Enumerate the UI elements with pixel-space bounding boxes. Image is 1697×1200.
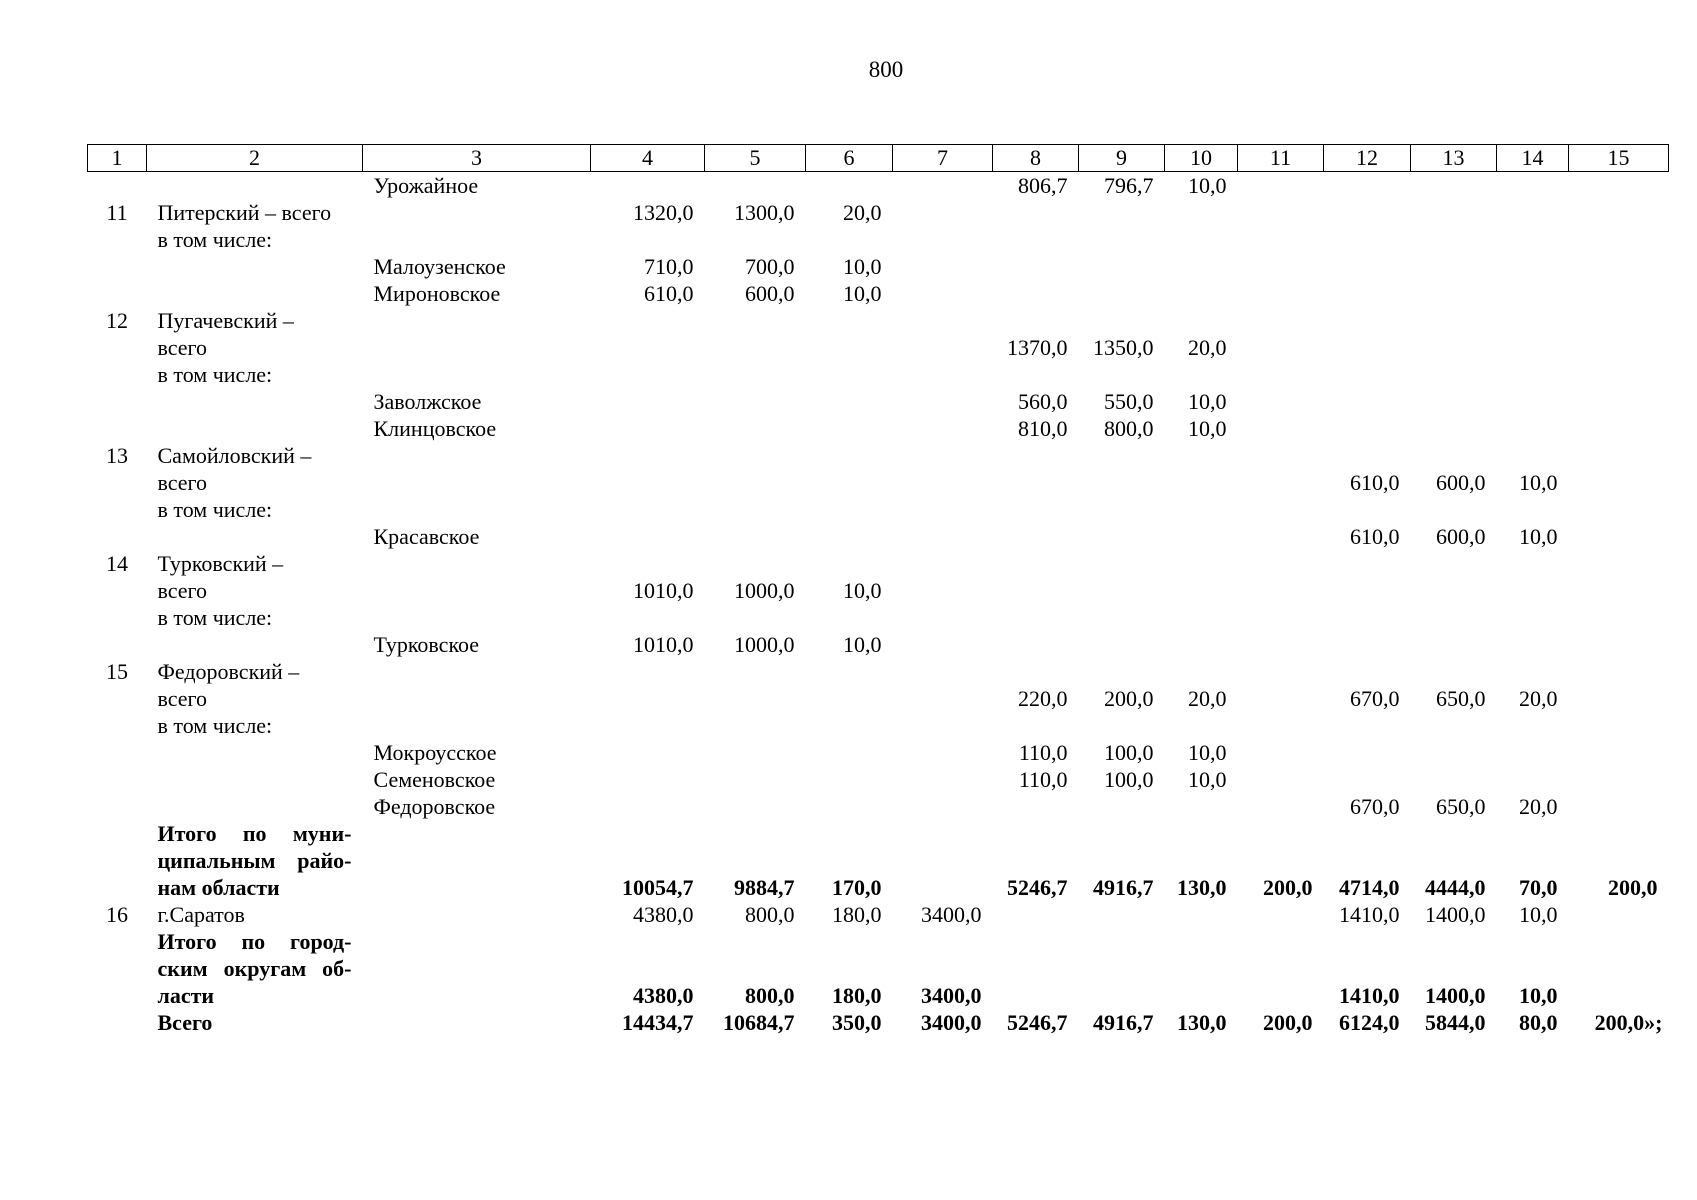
table-row bbox=[88, 631, 1669, 658]
cell-value: 550,0 bbox=[1104, 389, 1154, 414]
cell-value: 10,0 bbox=[1188, 767, 1227, 792]
cell-value: 1370,0 bbox=[1007, 335, 1068, 360]
total-row bbox=[88, 1009, 1669, 1036]
settlement-name: Мокроусское bbox=[373, 740, 497, 765]
col-header: 5 bbox=[705, 145, 806, 172]
cell-value: 200,0 bbox=[1608, 875, 1658, 900]
col-header: 15 bbox=[1569, 145, 1669, 172]
cell-value: 560,0 bbox=[1018, 389, 1068, 414]
cell-value: 10,0 bbox=[843, 281, 882, 306]
cell-value: 5246,7 bbox=[1007, 875, 1068, 900]
cell-value: 3400,0 bbox=[921, 902, 982, 927]
cell-value: 200,0 bbox=[1263, 1010, 1313, 1035]
row-number: 16 bbox=[106, 902, 128, 927]
cell-value: 800,0 bbox=[745, 983, 795, 1008]
allocation-table bbox=[87, 144, 1669, 1036]
cell-value: 796,7 bbox=[1104, 173, 1154, 198]
cell-value: 1410,0 bbox=[1339, 983, 1400, 1008]
col-header: 12 bbox=[1324, 145, 1411, 172]
settlement-name: Турковское bbox=[373, 632, 480, 657]
settlement-name: Клинцовское bbox=[373, 416, 497, 441]
table-row bbox=[88, 172, 1669, 200]
cell-value: 10,0 bbox=[1519, 902, 1558, 927]
cell-value: 10,0 bbox=[1519, 983, 1558, 1008]
cell-value: 10,0 bbox=[1188, 740, 1227, 765]
col-header: 13 bbox=[1411, 145, 1497, 172]
subtotal-row bbox=[88, 820, 1669, 901]
cell-value: 710,0 bbox=[644, 254, 694, 279]
cell-value: 20,0 bbox=[843, 200, 882, 225]
cell-value: 10054,7 bbox=[622, 875, 694, 900]
col-header: 4 bbox=[591, 145, 705, 172]
cell-value: 806,7 bbox=[1018, 173, 1068, 198]
cell-value: 610,0 bbox=[1350, 524, 1400, 549]
cell-value: 80,0 bbox=[1519, 1010, 1558, 1035]
row-number: 15 bbox=[106, 659, 128, 684]
table-row bbox=[88, 523, 1669, 550]
cell-value: 1410,0 bbox=[1339, 902, 1400, 927]
cell-value: 810,0 bbox=[1018, 416, 1068, 441]
district-name: Пугачевский – всего в том числе: bbox=[157, 308, 294, 387]
page-number: 800 bbox=[868, 57, 904, 82]
settlement-name: Заволжское bbox=[373, 389, 482, 414]
cell-value: 10,0 bbox=[843, 254, 882, 279]
cell-value: 10,0 bbox=[1519, 524, 1558, 549]
cell-value: 20,0 bbox=[1188, 686, 1227, 711]
table-row bbox=[88, 766, 1669, 793]
cell-value: 10,0 bbox=[1188, 173, 1227, 198]
cell-value: 670,0 bbox=[1350, 686, 1400, 711]
cell-value: 5844,0 bbox=[1425, 1010, 1486, 1035]
row-number: 12 bbox=[106, 308, 128, 333]
district-name: Питерский – всего в том числе: bbox=[157, 200, 332, 252]
cell-value: 200,0 bbox=[1104, 686, 1154, 711]
cell-value: 610,0 bbox=[644, 281, 694, 306]
settlement-name: Мироновское bbox=[373, 281, 501, 306]
table-row bbox=[88, 550, 1669, 631]
cell-value: 610,0 bbox=[1350, 470, 1400, 495]
cell-value: 20,0 bbox=[1519, 794, 1558, 819]
cell-value: 180,0 bbox=[832, 983, 882, 1008]
cell-value: 100,0 bbox=[1104, 767, 1154, 792]
cell-value: 170,0 bbox=[832, 875, 882, 900]
cell-value: 600,0 bbox=[1436, 470, 1486, 495]
cell-value: 130,0 bbox=[1177, 1010, 1227, 1035]
settlement-name: Малоузенское bbox=[373, 254, 506, 279]
cell-value: 1000,0 bbox=[734, 632, 795, 657]
cell-value: 600,0 bbox=[1436, 524, 1486, 549]
table-row bbox=[88, 199, 1669, 253]
col-header: 8 bbox=[993, 145, 1079, 172]
cell-value: 9884,7 bbox=[734, 875, 795, 900]
col-header: 14 bbox=[1497, 145, 1569, 172]
cell-value: 10684,7 bbox=[723, 1010, 795, 1035]
cell-value: 4714,0 bbox=[1339, 875, 1400, 900]
cell-value: 5246,7 bbox=[1007, 1010, 1068, 1035]
subtotal-label: Итого по город- ским округам об- ласти bbox=[157, 929, 352, 1008]
cell-value: 20,0 bbox=[1519, 686, 1558, 711]
cell-value: 4916,7 bbox=[1093, 1010, 1154, 1035]
cell-value: 110,0 bbox=[1018, 740, 1068, 765]
table-row bbox=[88, 415, 1669, 442]
col-header: 9 bbox=[1079, 145, 1165, 172]
header-row bbox=[88, 145, 1669, 172]
district-name: Федоровский – всего в том числе: bbox=[157, 659, 300, 738]
district-name: г.Саратов bbox=[157, 902, 245, 927]
cell-value: 180,0 bbox=[832, 902, 882, 927]
cell-value: 10,0 bbox=[1519, 470, 1558, 495]
col-header: 10 bbox=[1165, 145, 1238, 172]
settlement-name: Семеновское bbox=[373, 767, 496, 792]
cell-value: 130,0 bbox=[1177, 875, 1227, 900]
total-label: Всего bbox=[157, 1010, 213, 1035]
cell-value: 4380,0 bbox=[633, 902, 694, 927]
cell-value: 3400,0 bbox=[921, 983, 982, 1008]
cell-value: 670,0 bbox=[1350, 794, 1400, 819]
cell-value: 100,0 bbox=[1104, 740, 1154, 765]
settlement-name: Федоровское bbox=[373, 794, 496, 819]
cell-value: 800,0 bbox=[1104, 416, 1154, 441]
district-name: Самойловский – всего в том числе: bbox=[157, 443, 312, 522]
cell-value: 6124,0 bbox=[1339, 1010, 1400, 1035]
col-header: 11 bbox=[1238, 145, 1324, 172]
settlement-name: Урожайное bbox=[373, 173, 479, 198]
cell-value: 650,0 bbox=[1436, 686, 1486, 711]
cell-value: 1400,0 bbox=[1425, 902, 1486, 927]
cell-value: 1300,0 bbox=[734, 200, 795, 225]
cell-value: 4444,0 bbox=[1425, 875, 1486, 900]
col-header: 2 bbox=[147, 145, 363, 172]
table-row bbox=[88, 280, 1669, 307]
table-row bbox=[88, 442, 1669, 523]
cell-value: 200,0 bbox=[1263, 875, 1313, 900]
row-number: 11 bbox=[106, 200, 128, 225]
table-row bbox=[88, 901, 1669, 928]
cell-value: 3400,0 bbox=[921, 1010, 982, 1035]
cell-value: 70,0 bbox=[1519, 875, 1558, 900]
table-row bbox=[88, 793, 1669, 820]
table-row bbox=[88, 388, 1669, 415]
cell-value: 1000,0 bbox=[734, 578, 795, 603]
cell-value: 110,0 bbox=[1018, 767, 1068, 792]
col-header: 1 bbox=[88, 145, 147, 172]
table-row bbox=[88, 307, 1669, 388]
col-header: 3 bbox=[363, 145, 591, 172]
table-row bbox=[88, 658, 1669, 739]
district-name: Турковский – всего в том числе: bbox=[157, 551, 284, 630]
cell-value: 350,0 bbox=[832, 1010, 882, 1035]
cell-value: 1010,0 bbox=[633, 578, 694, 603]
cell-value: 4380,0 bbox=[633, 983, 694, 1008]
cell-value: 14434,7 bbox=[622, 1010, 694, 1035]
cell-value: 10,0 bbox=[843, 632, 882, 657]
cell-value: 20,0 bbox=[1188, 335, 1227, 360]
cell-value: 10,0 bbox=[1188, 416, 1227, 441]
subtotal-label: Итого по муни- ципальным райо- нам области bbox=[157, 821, 352, 900]
cell-value: 1350,0 bbox=[1093, 335, 1154, 360]
cell-value: 1010,0 bbox=[633, 632, 694, 657]
cell-value: 650,0 bbox=[1436, 794, 1486, 819]
cell-value: 1320,0 bbox=[633, 200, 694, 225]
cell-value: 700,0 bbox=[745, 254, 795, 279]
cell-value: 220,0 bbox=[1018, 686, 1068, 711]
cell-value: 4916,7 bbox=[1093, 875, 1154, 900]
row-number: 13 bbox=[106, 443, 128, 468]
cell-value: 10,0 bbox=[843, 578, 882, 603]
col-header: 7 bbox=[893, 145, 993, 172]
settlement-name: Красавское bbox=[373, 524, 480, 549]
cell-value: 600,0 bbox=[745, 281, 795, 306]
row-number: 14 bbox=[106, 551, 128, 576]
col-header: 6 bbox=[806, 145, 893, 172]
table-row bbox=[88, 739, 1669, 766]
cell-value: 10,0 bbox=[1188, 389, 1227, 414]
cell-value: 1400,0 bbox=[1425, 983, 1486, 1008]
table-row bbox=[88, 253, 1669, 280]
subtotal-row bbox=[88, 928, 1669, 1009]
cell-value: 200,0»; bbox=[1594, 1010, 1663, 1035]
cell-value: 800,0 bbox=[745, 902, 795, 927]
